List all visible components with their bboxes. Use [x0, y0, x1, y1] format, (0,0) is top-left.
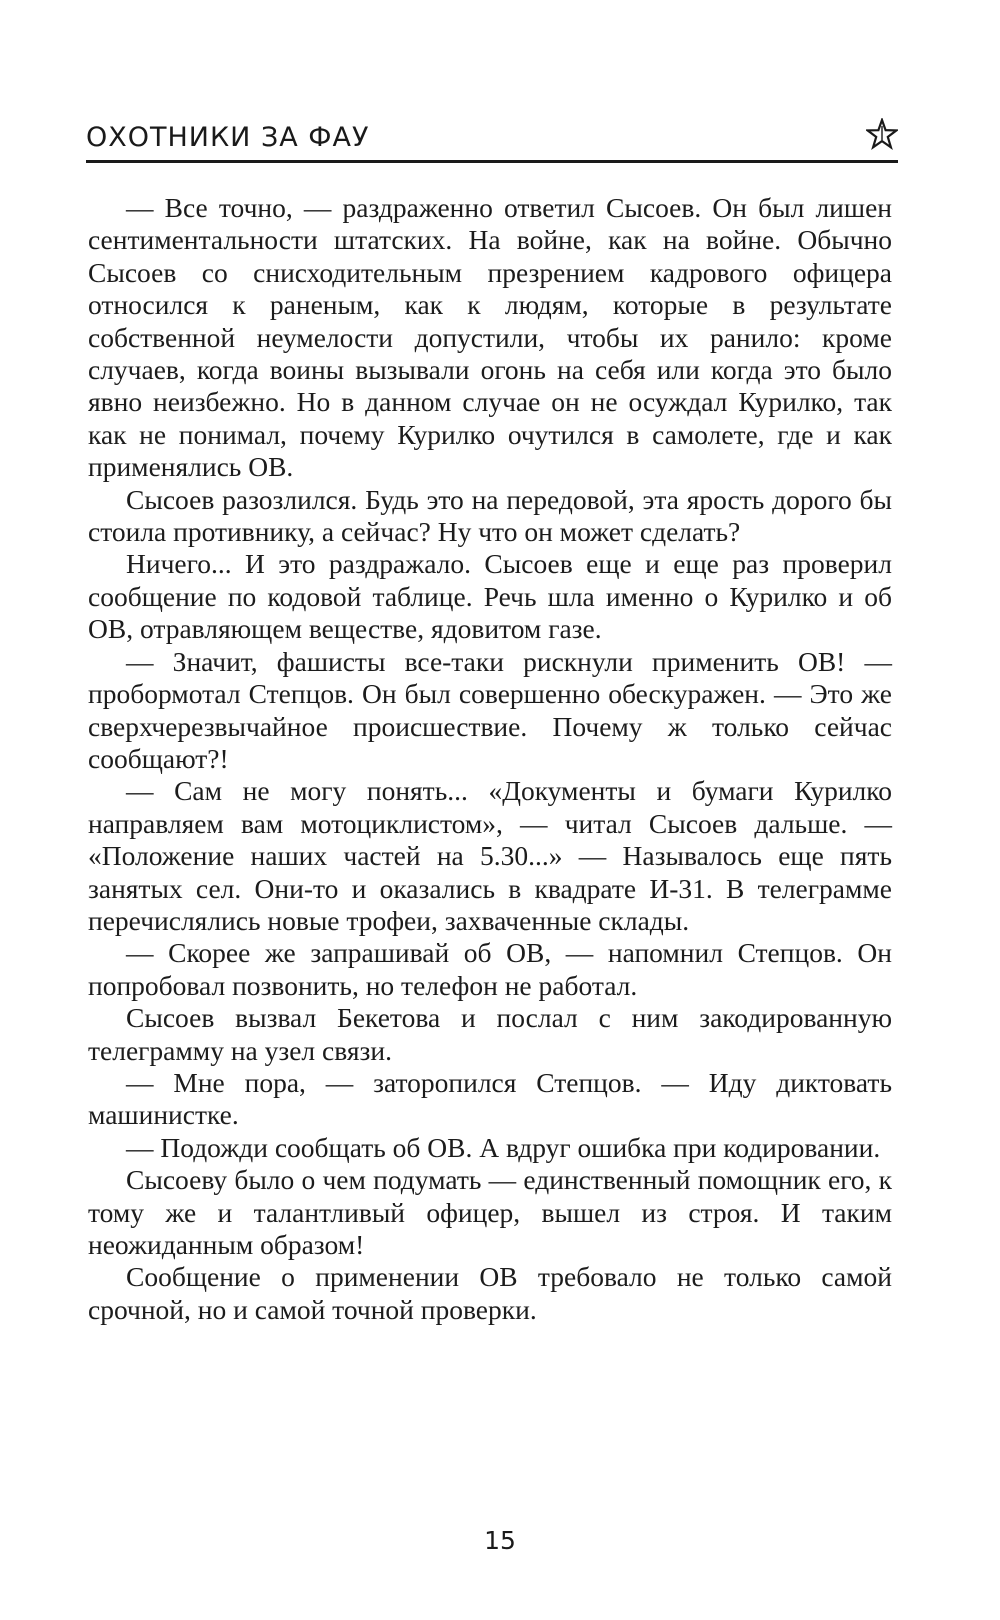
paragraph: Ничего... И это раздражало. Сысоев еще и еще раз проверил сообщение по кодовой таблице. Речь шла именно о Курилко и об ОВ, отравляющем веществе, ядовитом газе.: [88, 548, 892, 645]
paragraph: — Мне пора, — заторопился Степцов. — Иду диктовать машинистке.: [88, 1066, 892, 1131]
paragraph: — Скорее же запрашивай об ОВ, — напомнил Степцов. Он попробовал позвонить, но телефон не работал.: [88, 937, 892, 1001]
page-number: 15: [484, 1526, 516, 1555]
paragraph: Сысоев вызвал Бекетова и послал с ним закодированную телеграмму на узел связи.: [88, 1002, 892, 1066]
paragraph: Сысоеву было о чем подумать — единственный помощник его, к тому же и талантливый офицер, вышел из строя. И таким неожиданным образом!: [88, 1164, 892, 1260]
paragraph: Сысоев разозлился. Будь это на передовой, эта ярость дорого бы стоила противнику, а сейчас? Ну что он может сделать?: [88, 483, 892, 548]
paragraph: — Сам не могу понять... «Документы и бумаги Курилко направляем вам мотоциклистом», — читал Сысоев дальше. — «Положение наших частей на 5.30...» — Называлось еще пять занятых сел. Они-то и оказались в квадрате И-31. В телеграмме перечислялись новые трофеи, захваченные склады.: [88, 775, 892, 936]
book-title: ОХОТНИКИ ЗА ФАУ: [86, 122, 370, 153]
star-icon: [866, 118, 898, 150]
paragraph: — Все точно, — раздраженно ответил Сысоев. Он был лишен сентиментальности штатских. На войне, как на войне. Обычно Сысоев со снисходительным презрением кадрового офицера относился к раненым, как к людям, которые в результате собственной неумелости допустили, чтобы их ранило: кроме случаев, когда воины вызывали огонь на себя или когда это было явно неизбежно. Но в данном случае он не осуждал Курилко, так как не понимал, почему Курилко очутился в самолете, где и как применялись ОВ.: [88, 192, 892, 483]
paragraph: — Значит, фашисты все-таки рискнули применить ОВ! — пробормотал Степцов. Он был совершенно обескуражен. — Это же сверхчерезвычайное происшествие. Почему ж только сейчас сообщают?!: [88, 645, 892, 774]
paragraph: — Подожди сообщать об ОВ. А вдруг ошибка при кодировании.: [126, 1131, 881, 1163]
running-head: [86, 118, 898, 163]
main-text: [88, 192, 892, 1326]
paragraph: Сообщение о применении ОВ требовало не только самой срочной, но и самой точной проверки.: [88, 1261, 892, 1325]
